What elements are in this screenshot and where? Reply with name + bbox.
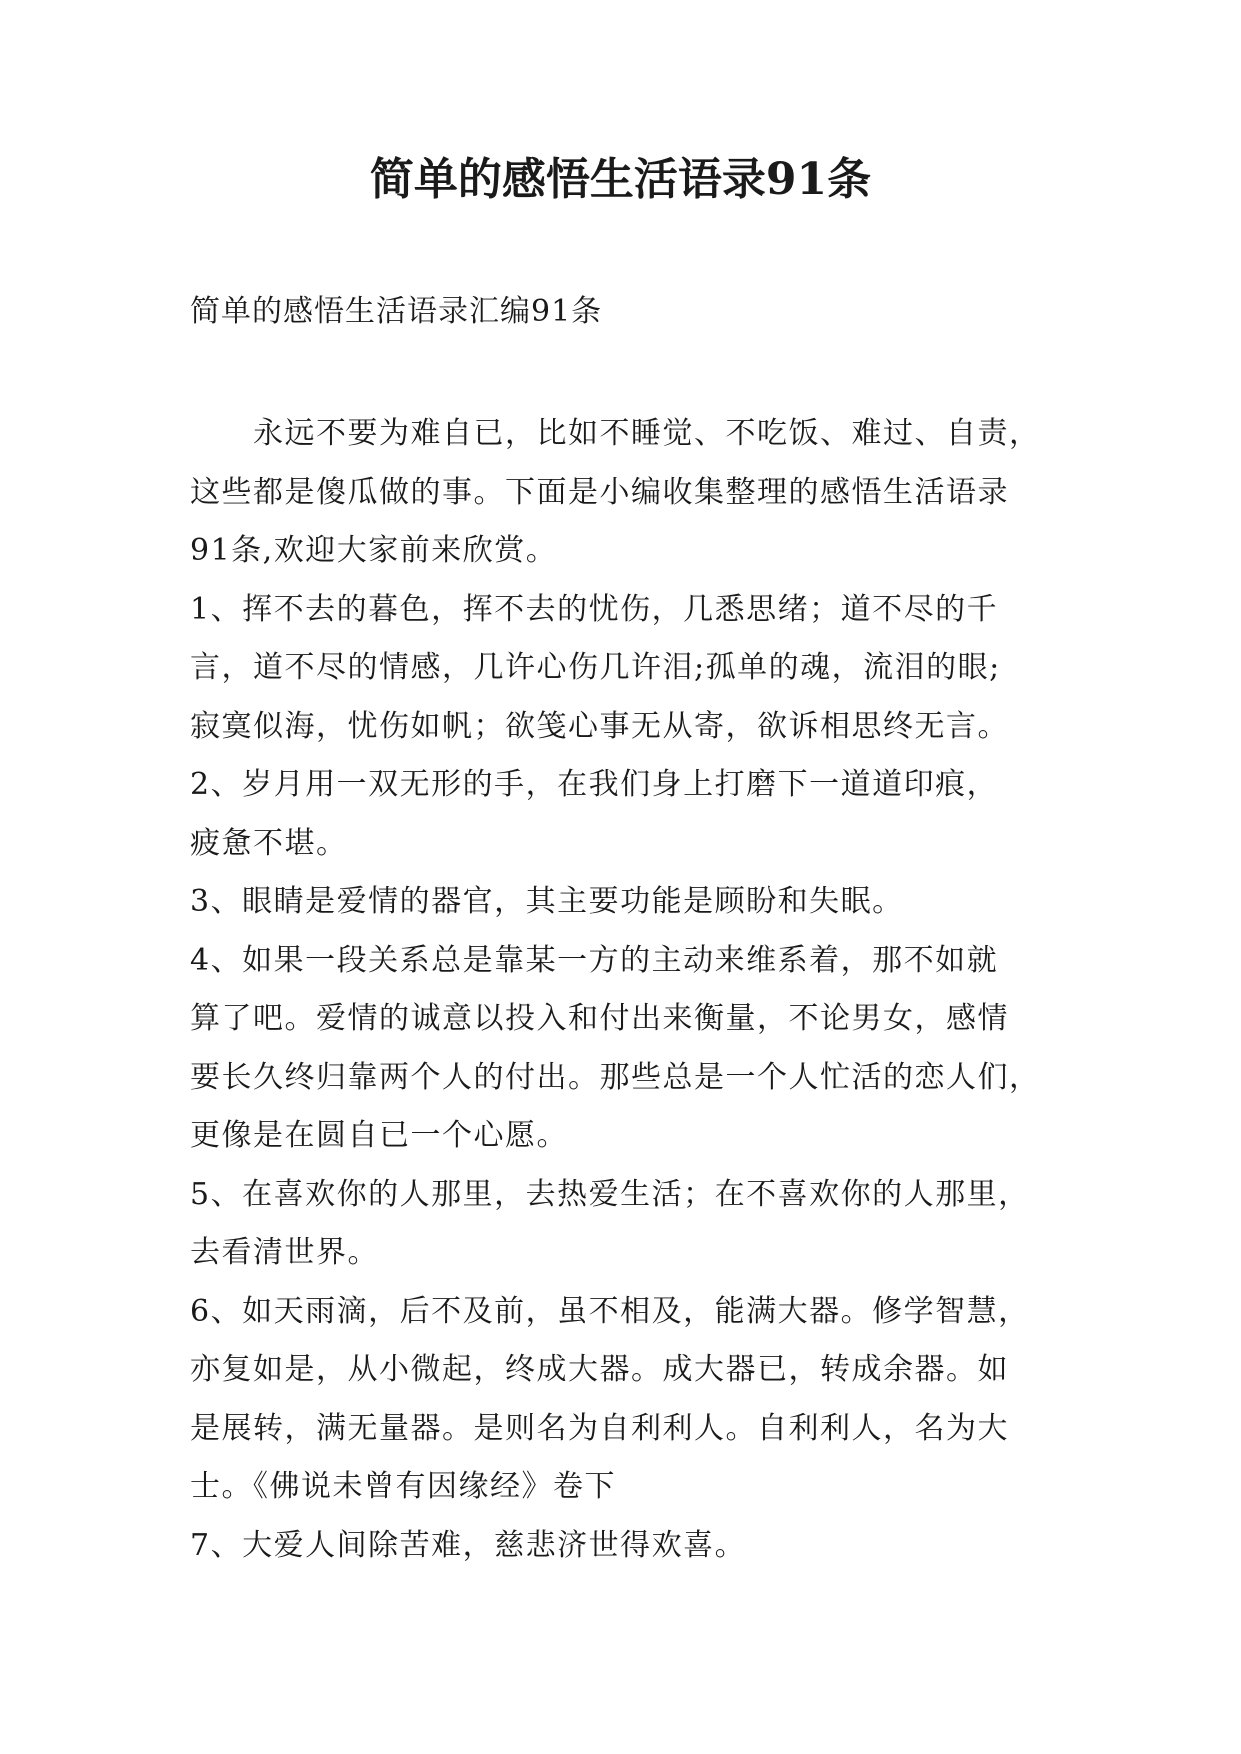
document-title: 简单的感悟生活语录91条 <box>369 154 872 205</box>
text-line: 3、眼睛是爱情的器官，其主要功能是顾盼和失眠。 <box>190 884 904 919</box>
text-line: 永远不要为难自已，比如不睡觉、不吃饭、难过、自责， <box>190 416 1041 451</box>
text-line: 算了吧。爱情的诚意以投入和付出来衡量，不论男女，感情 <box>190 1001 1009 1036</box>
text-line: 6、如天雨滴，后不及前，虽不相及，能满大器。修学智慧， <box>190 1293 1030 1329</box>
text-line: 是展转，满无量器。是则名为自利利人。自利利人，名为大 <box>190 1410 1009 1446</box>
text-line: 5、在喜欢你的人那里，去热爱生活；在不喜欢你的人那里， <box>190 1176 1030 1212</box>
document-body <box>190 405 1070 1575</box>
text-line: 这些都是傻瓜做的事。下面是小编收集整理的感悟生活语录 <box>190 474 1009 510</box>
document-subtitle: 简单的感悟生活语录汇编91条 <box>190 294 603 329</box>
text-line: 言，道不尽的情感，几许心伤几许泪;孤单的魂，流泪的眼; <box>190 650 1001 685</box>
text-line: 1、挥不去的暮色，挥不去的忧伤，几悉思绪；道不尽的千 <box>190 591 999 627</box>
text-line: 更像是在圆自已一个心愿。 <box>190 1118 568 1153</box>
text-line: 要长久终归靠两个人的付出。那些总是一个人忙活的恋人们， <box>190 1059 1041 1095</box>
text-line: 2、岁月用一双无形的手，在我们身上打磨下一道道印痕， <box>190 767 999 802</box>
text-line: 亦复如是，从小微起，终成大器。成大器已，转成余器。如 <box>190 1352 1009 1387</box>
text-line: 4、如果一段关系总是靠某一方的主动来维系着，那不如就 <box>190 942 999 978</box>
text-line: 疲惫不堪。 <box>190 825 348 861</box>
text-line: 士。《佛说未曾有因缘经》卷下 <box>190 1469 616 1504</box>
text-line: 7、大爱人间除苦难，慈悲济世得欢喜。 <box>190 1527 747 1563</box>
text-line: 去看清世界。 <box>190 1235 379 1270</box>
text-line: 寂寞似海，忧伤如帆；欲笺心事无从寄，欲诉相思终无言。 <box>190 708 1009 744</box>
text-line: 91条,欢迎大家前来欣赏。 <box>190 533 558 568</box>
